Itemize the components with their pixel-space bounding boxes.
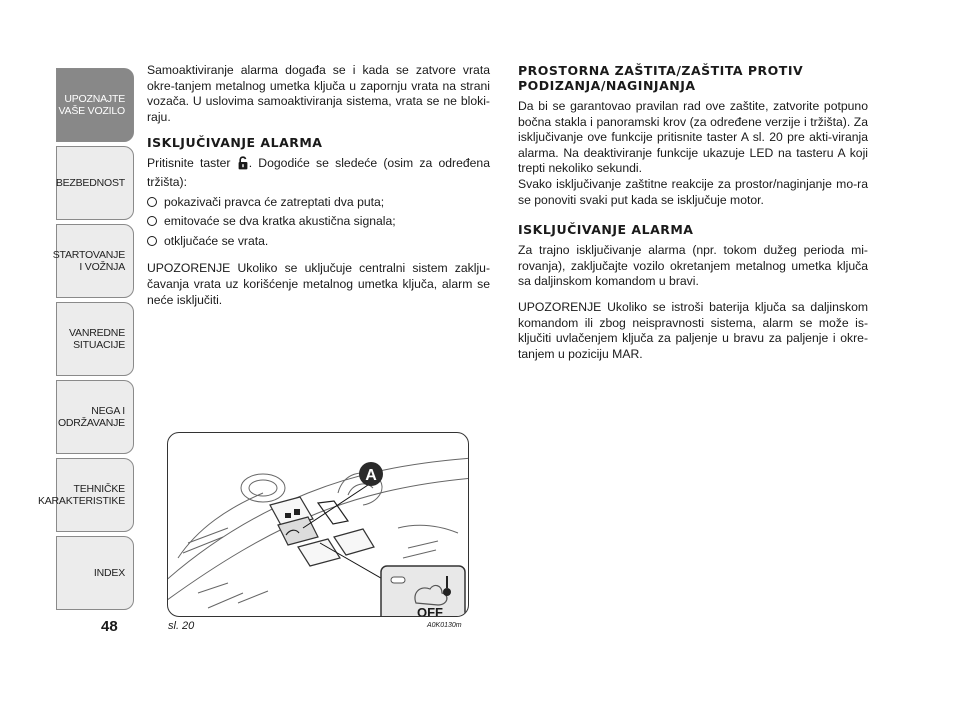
figure-code: A0K0130m xyxy=(427,622,462,629)
list-item-text: emitovaće se dva kratka akustična signala; xyxy=(164,214,396,229)
section-heading-disable: ISKLJUČIVANJE ALARMA xyxy=(518,222,694,238)
page-number: 48 xyxy=(101,618,118,635)
list-item xyxy=(147,195,490,211)
tab-index[interactable] xyxy=(56,536,134,610)
section-heading-protection: PROSTORNA ZAŠTITA/ZAŠTITA PROTIV PODIZANJA/NAGINJANJA xyxy=(518,63,804,93)
figure-overhead-console xyxy=(167,432,469,617)
figure-caption: sl. 20 xyxy=(168,620,195,632)
protection-paragraph: Da bi se garantovao pravilan rad ove zaštite, zatvorite potpuno bočna stakla i panoramski krov (za određene verzije i tržišta). Za isključivanje ove funkcije pritisnite taster A sl. 20 pre akti-viranja alarma. Na deaktiviranje funkcije ukazuje LED na tasteru A koji trepti nekoliko sekundi. xyxy=(518,99,868,176)
disable-paragraph: Za trajno isključivanje alarma (npr. tokom dužeg perioda mi-rovanja), zaključajte vozilo okretanjem metalnog umetka ključa sa daljinskom komandom u bravi. xyxy=(518,243,868,289)
tab-nega-i-odrzavanje[interactable] xyxy=(56,380,134,454)
bullet-icon xyxy=(147,236,157,246)
warning-paragraph-right: UPOZORENJE Ukoliko se istroši baterija ključa sa daljinskom komandom ili zbog neispravnosti sistema, alarm se može is-ključiti uvlačenjem ključa za paljenje u bravu za paljenje i okre-tanjem u poziciju MAR. xyxy=(518,299,868,361)
press-paragraph xyxy=(147,156,490,190)
tab-label: NEGA I ODRŽAVANJE xyxy=(57,405,125,429)
intro-paragraph: Samoaktiviranje alarma događa se i kada se zatvore vrata okre-tanjem metalnog umetka ključa u zapornju vrata na strani vozača. U uslovima samoaktiviranja sistema, vrata se ne bloki-raju. xyxy=(147,63,490,124)
tab-label: VANREDNE SITUACIJE xyxy=(69,327,125,351)
effects-list xyxy=(147,195,490,250)
warning-paragraph: UPOZORENJE Ukoliko se uključuje centralni sistem zaklju-čavanja vrata uz korišćenje metalnog umetka ključa, alarm se neće isključiti. xyxy=(147,261,490,307)
press-text-after: . Dogodiće se sledeće (osim za određena tržišta): xyxy=(147,156,490,189)
tab-label: INDEX xyxy=(93,567,125,579)
bullet-icon xyxy=(147,197,157,207)
repeat-paragraph: Svako isključivanje zaštitne reakcije za prostor/naginjanje mo-ra se ponoviti svaki put kada se isključuje motor. xyxy=(518,176,868,207)
tab-tehnicke-karakteristike[interactable] xyxy=(37,458,134,532)
console-illustration xyxy=(168,433,468,616)
list-item-text: pokazivači pravca će zatreptati dva puta; xyxy=(164,194,385,209)
list-item xyxy=(147,234,490,250)
tab-label: UPOZNAJTE VAŠE VOZILO xyxy=(58,93,125,117)
press-text-before: Pritisnite taster xyxy=(147,156,237,171)
tab-label: STARTOVANJE I VOŽNJA xyxy=(52,249,125,273)
unlock-icon xyxy=(238,156,248,175)
list-item xyxy=(147,214,490,230)
tab-bezbednost[interactable] xyxy=(56,146,134,220)
bullet-icon xyxy=(147,216,157,226)
tab-label: TEHNIČKE KARAKTERISTIKE xyxy=(37,483,125,507)
left-column xyxy=(147,63,490,318)
off-label: OFF xyxy=(417,605,443,616)
section-heading: ISKLJUČIVANJE ALARMA xyxy=(147,135,323,151)
right-column xyxy=(518,63,868,372)
list-item-text: otključaće se vrata. xyxy=(164,233,269,248)
tab-vanredne-situacije[interactable] xyxy=(56,302,134,376)
tab-label: BEZBEDNOST xyxy=(55,177,125,189)
callout-label: A xyxy=(365,467,377,484)
tab-upoznajte-vase-vozilo[interactable] xyxy=(56,68,134,142)
tab-startovanje-i-voznja[interactable] xyxy=(52,224,134,298)
